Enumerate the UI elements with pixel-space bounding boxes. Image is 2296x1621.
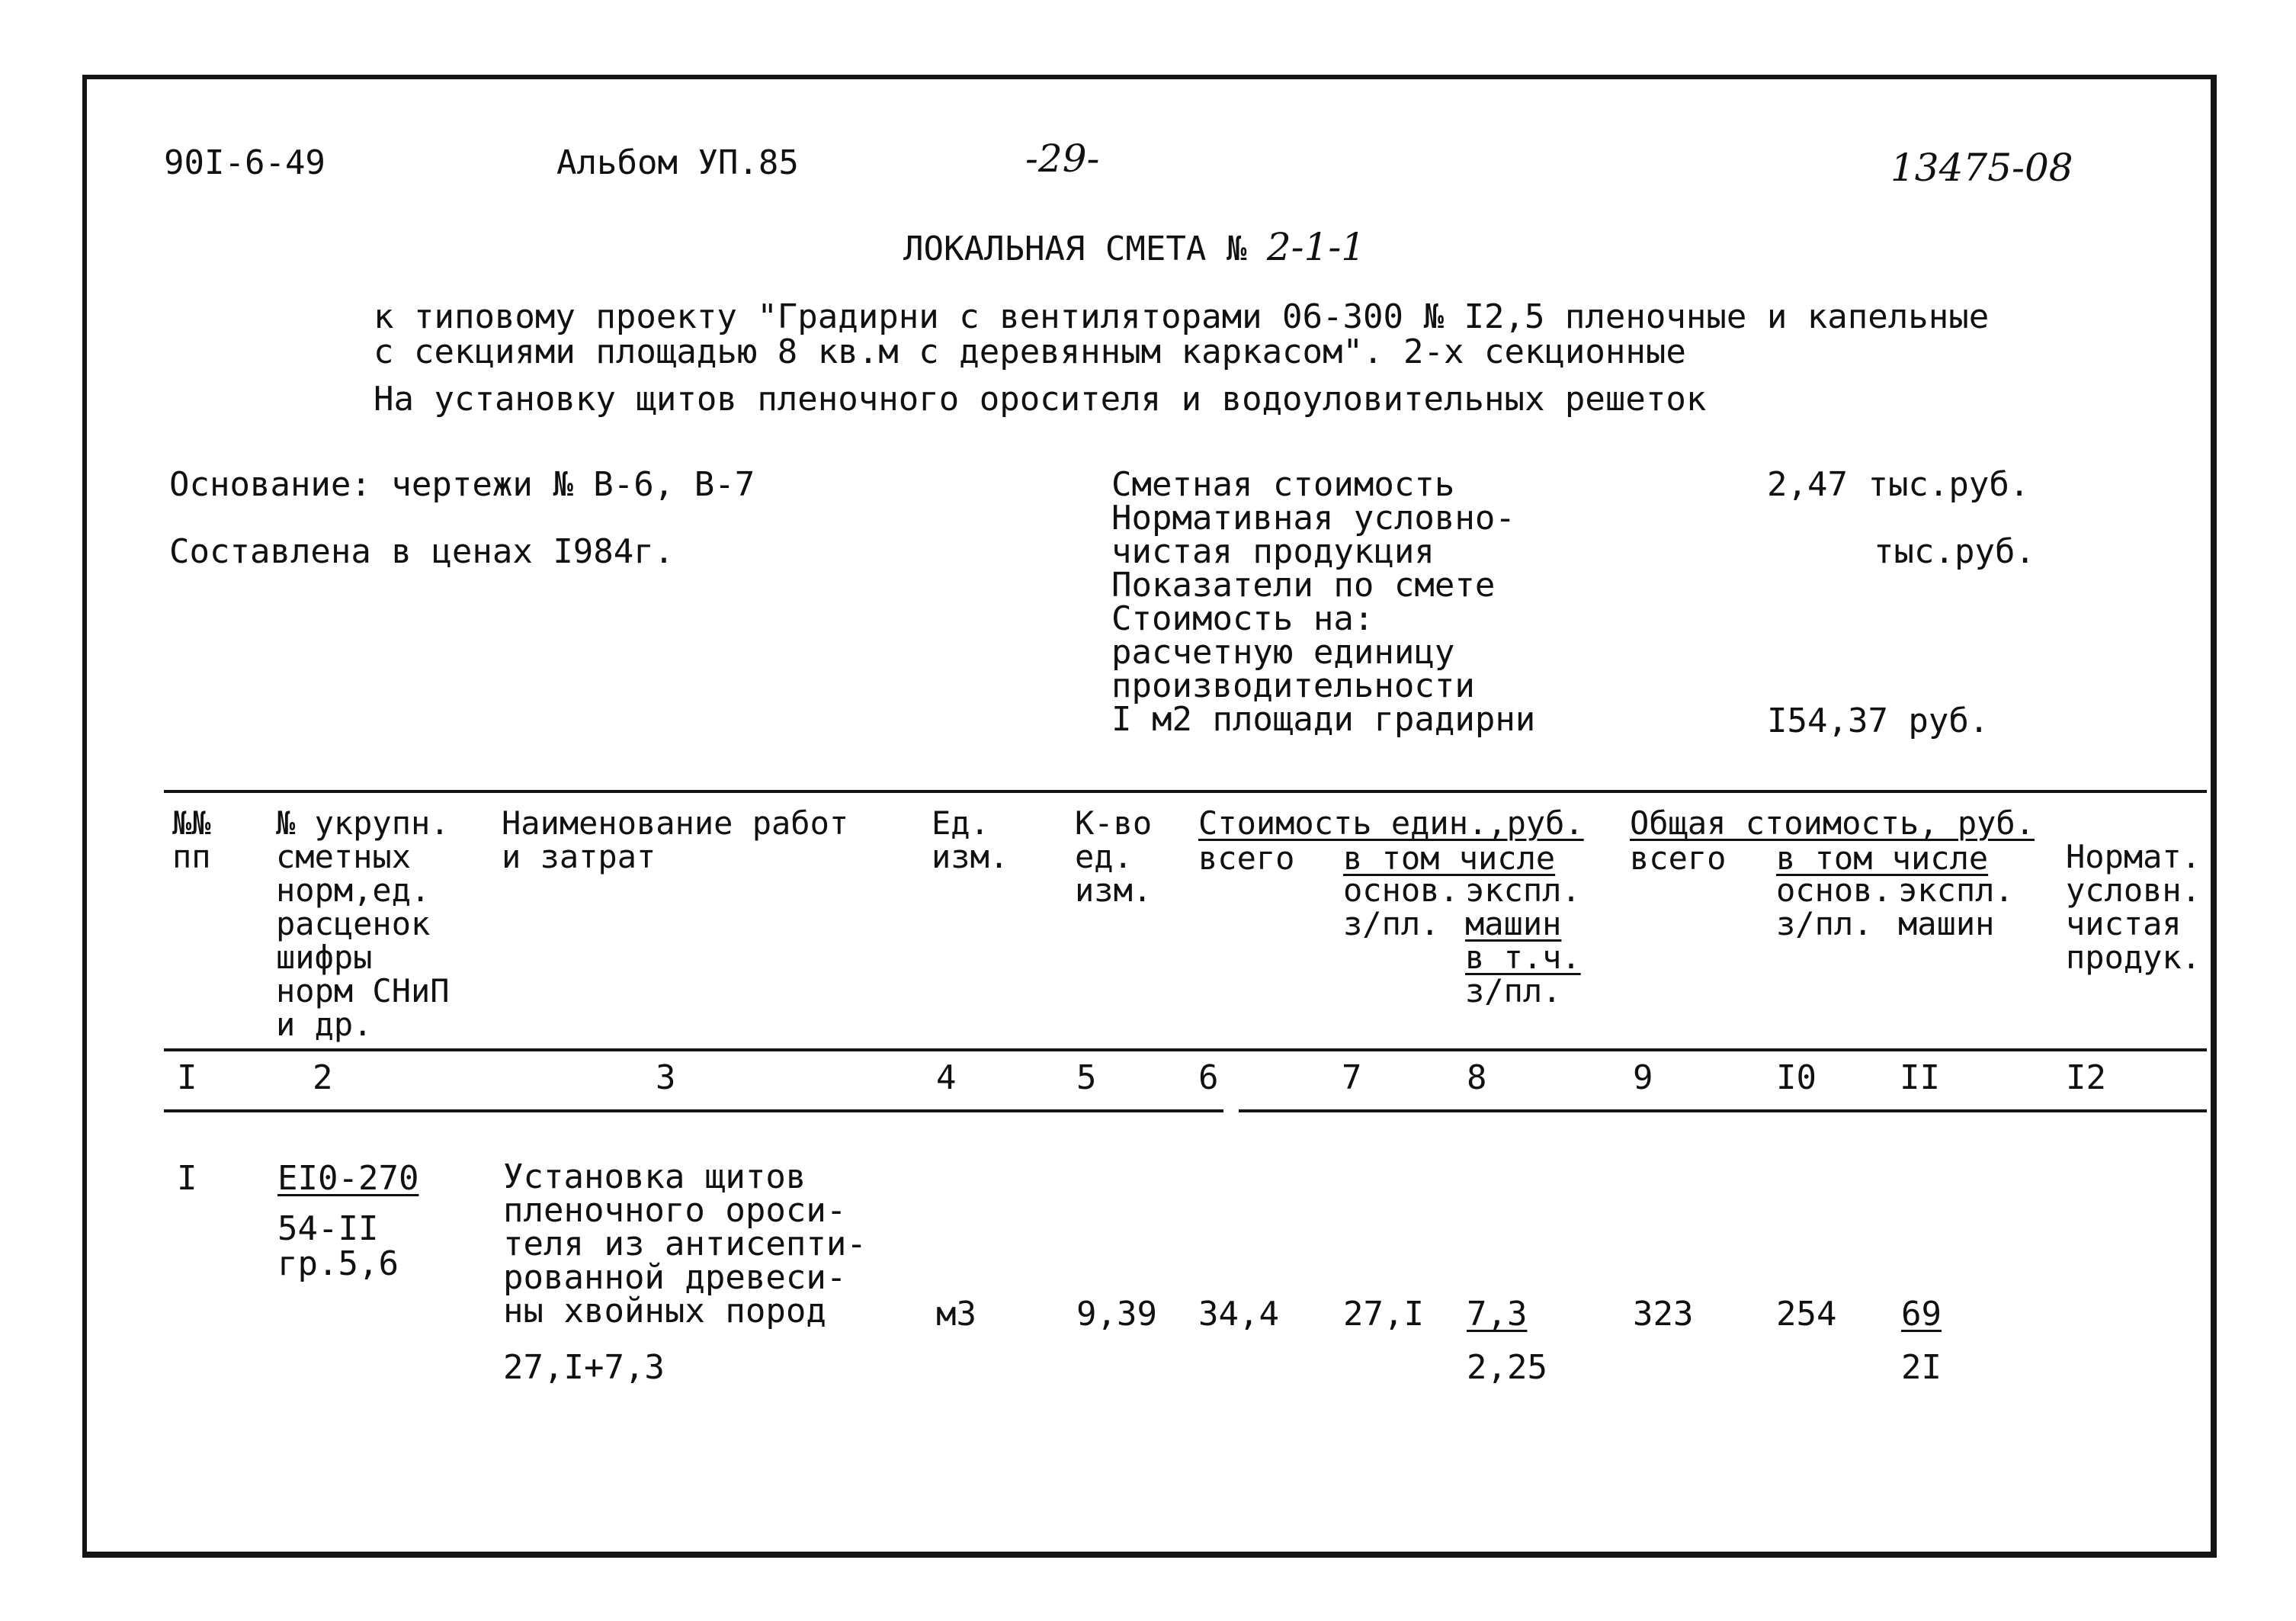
unit-base-wage: 27,I	[1343, 1295, 1424, 1334]
column-number-4: 4	[936, 1058, 957, 1097]
total-cost: 323	[1633, 1295, 1694, 1334]
unit-label-1: расчетную единицу	[1111, 633, 1455, 672]
header-col-10: основ. з/пл.	[1776, 871, 1892, 942]
column-number-2: 2	[313, 1058, 333, 1097]
unit-label-3: I м2 площади градирни	[1111, 700, 1536, 739]
column-number-1: I	[177, 1058, 197, 1097]
work-name: Установка щитов пленочного ороси- теля из антисепти- рованной древеси- ны хвойных пород	[503, 1157, 867, 1331]
total-base-wage: 254	[1776, 1295, 1837, 1334]
column-number-6: 6	[1198, 1058, 1219, 1097]
column-number-7: 7	[1342, 1058, 1362, 1097]
normative-label-1: Нормативная условно-	[1111, 499, 1515, 538]
subtitle-line-2: с секциями площадью 8 кв.м с деревянным каркасом". 2-х секционные	[374, 332, 1686, 371]
work-formula: 27,I+7,3	[503, 1348, 665, 1387]
subtitle-line-1: к типовому проекту "Градирни с вентиляторами 06-300 № I2,5 пленочные и капельные	[374, 297, 1990, 336]
unit-label-2: производительности	[1111, 666, 1475, 705]
unit-cost-value: I54,37 руб.	[1767, 701, 1990, 740]
header-col-2: № укрупн. сметных норм,ед. расценок шифры норм СНиП и др.	[276, 804, 450, 1043]
cost-on-label: Стоимость на:	[1111, 599, 1374, 638]
estimate-number: 2-1-1	[1266, 225, 1366, 269]
unit-of-measure: м3	[936, 1295, 976, 1334]
unit-cost-group-header: Стоимость един.,руб.	[1198, 804, 1584, 842]
table-top-rule	[164, 790, 2207, 793]
column-number-11: II	[1900, 1058, 1940, 1097]
estimated-cost-value: 2,47 тыс.руб.	[1767, 465, 2030, 504]
total-incl-header: в том числе	[1776, 839, 1989, 877]
document-number: 13475-08	[1890, 146, 2073, 190]
normative-label-2: чистая продукция	[1111, 532, 1435, 571]
estimate-title-prefix: ЛОКАЛЬНАЯ СМЕТА №	[903, 230, 1247, 268]
project-code: 90I-6-49	[164, 143, 325, 182]
header-col-4: Ед. изм.	[932, 804, 1009, 875]
column-number-rule-left	[164, 1109, 1223, 1112]
norm-code: EI0-270	[277, 1159, 419, 1198]
column-number-12: I2	[2066, 1058, 2106, 1097]
header-col-3: Наименование работ и затрат	[502, 804, 849, 875]
header-col-1: №№ пп	[172, 804, 211, 875]
unit-machine-wage: 2,25	[1467, 1348, 1547, 1387]
header-col-8: экспл. машин в т.ч. з/пл.	[1465, 871, 1581, 1010]
quantity: 9,39	[1076, 1295, 1157, 1334]
column-number-5: 5	[1076, 1058, 1097, 1097]
row-number: I	[177, 1159, 197, 1198]
page-number: -29-	[1025, 136, 1100, 181]
column-number-3: 3	[656, 1058, 676, 1097]
unit-incl-header: в том числе	[1343, 839, 1556, 877]
column-number-rule-right	[1239, 1109, 2207, 1112]
header-col-12: Нормат. условн. чистая продук.	[2066, 838, 2201, 976]
indicators-label: Показатели по смете	[1111, 566, 1496, 605]
header-col-11: экспл. машин	[1898, 871, 2014, 942]
total-cost-group-header: Общая стоимость, руб.	[1630, 804, 2035, 842]
total-machine-cost: 69	[1901, 1295, 1942, 1334]
basis-drawings: Основание: чертежи № В-6, В-7	[169, 465, 755, 504]
estimated-cost-label: Сметная стоимость	[1111, 465, 1455, 504]
column-number-9: 9	[1633, 1058, 1653, 1097]
header-col-6: всего	[1198, 839, 1295, 877]
column-number-10: I0	[1776, 1058, 1817, 1097]
total-machine-wage: 2I	[1901, 1348, 1942, 1387]
basis-prices: Составлена в ценах I984г.	[169, 532, 675, 571]
table-header-rule	[164, 1048, 2207, 1051]
header-col-7: основ. з/пл.	[1343, 871, 1459, 942]
estimate-purpose: На установку щитов пленочного оросителя и водоуловительных решеток	[374, 380, 1707, 419]
unit-cost-total: 34,4	[1198, 1295, 1279, 1334]
norm-code-2: 54-II	[277, 1209, 379, 1248]
estimate-title	[903, 225, 1366, 269]
norm-code-3: гр.5,6	[277, 1244, 399, 1283]
column-number-8: 8	[1467, 1058, 1487, 1097]
header-col-5: К-во ед. изм.	[1075, 804, 1153, 909]
header-col-9: всего	[1630, 839, 1727, 877]
unit-machine-cost: 7,3	[1467, 1295, 1528, 1334]
album-label: Альбом УП.85	[556, 143, 799, 182]
normative-value: тыс.руб.	[1874, 532, 2035, 571]
